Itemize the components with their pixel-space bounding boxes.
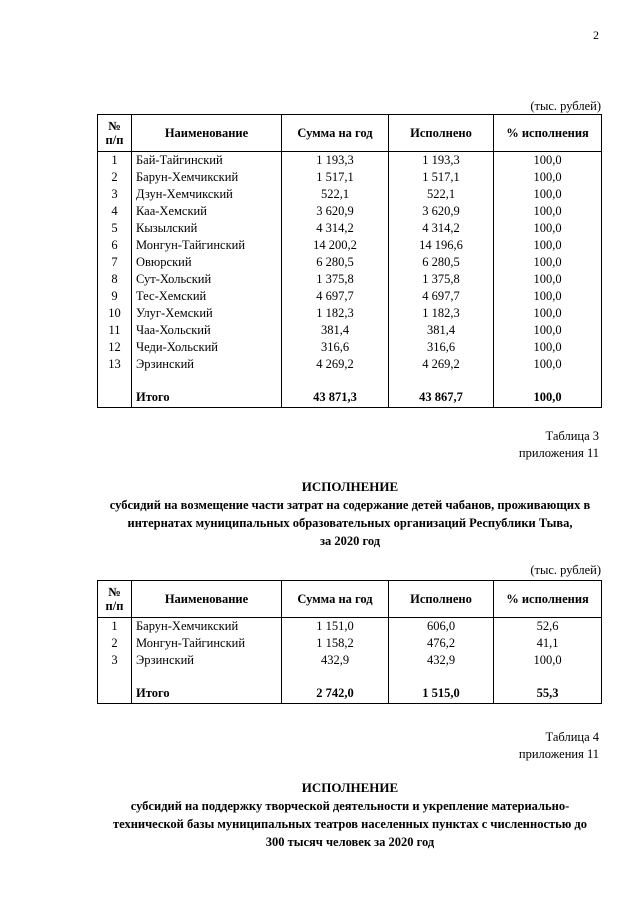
section4-line1: субсидий на поддержку творческой деятельности и укрепление материально-	[130, 799, 570, 813]
table-row	[98, 186, 602, 203]
total-done: 1 515,0	[389, 683, 494, 704]
header-sum: Сумма на год	[282, 115, 389, 152]
cell-name: Овюрский	[132, 254, 282, 271]
cell-done: 14 196,6	[389, 237, 494, 254]
spacer-cell	[389, 669, 494, 683]
spacer-cell	[98, 373, 132, 387]
cell-pct: 100,0	[494, 322, 602, 339]
table-header-row	[98, 115, 602, 152]
spacer-cell	[132, 669, 282, 683]
cell-pct: 100,0	[494, 652, 602, 669]
spacer-cell	[389, 373, 494, 387]
cell-done: 1 193,3	[389, 152, 494, 170]
table-row	[98, 271, 602, 288]
cell-num: 13	[98, 356, 132, 373]
page-number: 2	[593, 28, 599, 42]
cell-pct: 100,0	[494, 152, 602, 170]
section4-title: ИСПОЛНЕНИЕ	[301, 780, 399, 795]
cell-num: 1	[98, 618, 132, 636]
cell-num: 3	[98, 652, 132, 669]
total-sum: 2 742,0	[282, 683, 389, 704]
cell-pct: 100,0	[494, 237, 602, 254]
cell-sum: 522,1	[282, 186, 389, 203]
total-done: 43 867,7	[389, 387, 494, 408]
cell-name: Барун-Хемчикский	[132, 169, 282, 186]
cell-sum: 4 269,2	[282, 356, 389, 373]
table-row	[98, 339, 602, 356]
cell-name: Монгун-Тайгинский	[132, 635, 282, 652]
cell-num: 9	[98, 288, 132, 305]
header-sum: Сумма на год	[282, 581, 389, 618]
cell-done: 4 269,2	[389, 356, 494, 373]
cell-done: 4 314,2	[389, 220, 494, 237]
table-1	[97, 114, 602, 408]
table-row	[98, 203, 602, 220]
cell-sum: 6 280,5	[282, 254, 389, 271]
cell-pct: 100,0	[494, 186, 602, 203]
cell-sum: 14 200,2	[282, 237, 389, 254]
cell-num: 7	[98, 254, 132, 271]
section3-line3: за 2020 год	[319, 534, 381, 548]
header-name: Наименование	[132, 581, 282, 618]
cell-sum: 1 193,3	[282, 152, 389, 170]
cell-pct: 100,0	[494, 288, 602, 305]
table-row	[98, 220, 602, 237]
cell-num: 3	[98, 186, 132, 203]
cell-done: 381,4	[389, 322, 494, 339]
header-pct: % исполнения	[494, 115, 602, 152]
cell-done: 316,6	[389, 339, 494, 356]
total-name: Итого	[132, 387, 282, 408]
header-num: № п/п	[98, 581, 132, 618]
section4-heading	[60, 779, 639, 851]
cell-done: 1 375,8	[389, 271, 494, 288]
cell-sum: 381,4	[282, 322, 389, 339]
total-num	[98, 683, 132, 704]
cell-pct: 100,0	[494, 339, 602, 356]
cell-num: 12	[98, 339, 132, 356]
cell-name: Улуг-Хемский	[132, 305, 282, 322]
units-label-table1: (тыс. рублей)	[530, 99, 601, 113]
table-row	[98, 652, 602, 669]
total-pct: 55,3	[494, 683, 602, 704]
cell-num: 4	[98, 203, 132, 220]
cell-done: 1 517,1	[389, 169, 494, 186]
cell-done: 6 280,5	[389, 254, 494, 271]
cell-sum: 1 375,8	[282, 271, 389, 288]
table-2-body	[98, 618, 602, 704]
table-row	[98, 152, 602, 170]
table-spacer-row	[98, 373, 602, 387]
section4-line3: 300 тысяч человек за 2020 год	[265, 835, 435, 849]
cell-done: 1 182,3	[389, 305, 494, 322]
cell-pct: 100,0	[494, 203, 602, 220]
cell-num: 10	[98, 305, 132, 322]
cell-num: 2	[98, 169, 132, 186]
cell-pct: 100,0	[494, 356, 602, 373]
cell-done: 476,2	[389, 635, 494, 652]
section3-heading	[60, 478, 639, 550]
cell-sum: 316,6	[282, 339, 389, 356]
cell-num: 6	[98, 237, 132, 254]
spacer-cell	[132, 373, 282, 387]
cell-pct: 100,0	[494, 271, 602, 288]
cell-name: Эрзинский	[132, 652, 282, 669]
total-sum: 43 871,3	[282, 387, 389, 408]
table3-caption-line2: приложения 11	[518, 446, 599, 460]
cell-name: Тес-Хемский	[132, 288, 282, 305]
section4-line2: технической базы муниципальных театров населенных пунктах с численностью до	[113, 817, 587, 831]
cell-sum: 432,9	[282, 652, 389, 669]
cell-name: Чеди-Хольский	[132, 339, 282, 356]
table3-caption-line1: Таблица 3	[545, 429, 599, 443]
table4-caption-line1: Таблица 4	[545, 730, 599, 744]
table-row	[98, 322, 602, 339]
table3-caption	[519, 428, 599, 462]
spacer-cell	[494, 669, 602, 683]
cell-done: 606,0	[389, 618, 494, 636]
cell-sum: 1 151,0	[282, 618, 389, 636]
cell-sum: 1 158,2	[282, 635, 389, 652]
header-pct: % исполнения	[494, 581, 602, 618]
cell-name: Эрзинский	[132, 356, 282, 373]
cell-pct: 52,6	[494, 618, 602, 636]
table-spacer-row	[98, 669, 602, 683]
cell-name: Барун-Хемчикский	[132, 618, 282, 636]
total-num	[98, 387, 132, 408]
cell-name: Монгун-Тайгинский	[132, 237, 282, 254]
spacer-cell	[494, 373, 602, 387]
header-num: № п/п	[98, 115, 132, 152]
cell-name: Дзун-Хемчикский	[132, 186, 282, 203]
table-row	[98, 356, 602, 373]
cell-sum: 4 697,7	[282, 288, 389, 305]
table-row	[98, 288, 602, 305]
cell-num: 2	[98, 635, 132, 652]
cell-sum: 1 517,1	[282, 169, 389, 186]
spacer-cell	[98, 669, 132, 683]
cell-num: 1	[98, 152, 132, 170]
cell-done: 4 697,7	[389, 288, 494, 305]
header-done: Исполнено	[389, 581, 494, 618]
cell-sum: 4 314,2	[282, 220, 389, 237]
cell-num: 11	[98, 322, 132, 339]
cell-pct: 41,1	[494, 635, 602, 652]
cell-num: 5	[98, 220, 132, 237]
header-name: Наименование	[132, 115, 282, 152]
table-row	[98, 169, 602, 186]
cell-name: Сут-Хольский	[132, 271, 282, 288]
cell-pct: 100,0	[494, 305, 602, 322]
table4-caption	[519, 729, 599, 763]
table-total-row	[98, 387, 602, 408]
table-total-row	[98, 683, 602, 704]
table-2	[97, 580, 602, 704]
cell-done: 432,9	[389, 652, 494, 669]
table-row	[98, 237, 602, 254]
table-row	[98, 618, 602, 636]
units-label-table2: (тыс. рублей)	[530, 563, 601, 577]
table-1-body	[98, 152, 602, 408]
cell-done: 3 620,9	[389, 203, 494, 220]
table-row	[98, 305, 602, 322]
table-row	[98, 635, 602, 652]
cell-name: Чаа-Хольский	[132, 322, 282, 339]
total-name: Итого	[132, 683, 282, 704]
cell-pct: 100,0	[494, 254, 602, 271]
cell-sum: 1 182,3	[282, 305, 389, 322]
table-row	[98, 254, 602, 271]
section3-line2: интернатах муниципальных образовательных организаций Республики Тыва,	[127, 516, 573, 530]
total-pct: 100,0	[494, 387, 602, 408]
cell-pct: 100,0	[494, 169, 602, 186]
header-done: Исполнено	[389, 115, 494, 152]
cell-done: 522,1	[389, 186, 494, 203]
cell-name: Каа-Хемский	[132, 203, 282, 220]
table4-caption-line2: приложения 11	[518, 747, 599, 761]
cell-pct: 100,0	[494, 220, 602, 237]
table-header-row	[98, 581, 602, 618]
cell-sum: 3 620,9	[282, 203, 389, 220]
section3-title: ИСПОЛНЕНИЕ	[301, 479, 399, 494]
section3-line1: субсидий на возмещение части затрат на содержание детей чабанов, проживающих в	[109, 498, 591, 512]
cell-name: Бай-Тайгинский	[132, 152, 282, 170]
spacer-cell	[282, 669, 389, 683]
spacer-cell	[282, 373, 389, 387]
cell-num: 8	[98, 271, 132, 288]
cell-name: Кызылский	[132, 220, 282, 237]
